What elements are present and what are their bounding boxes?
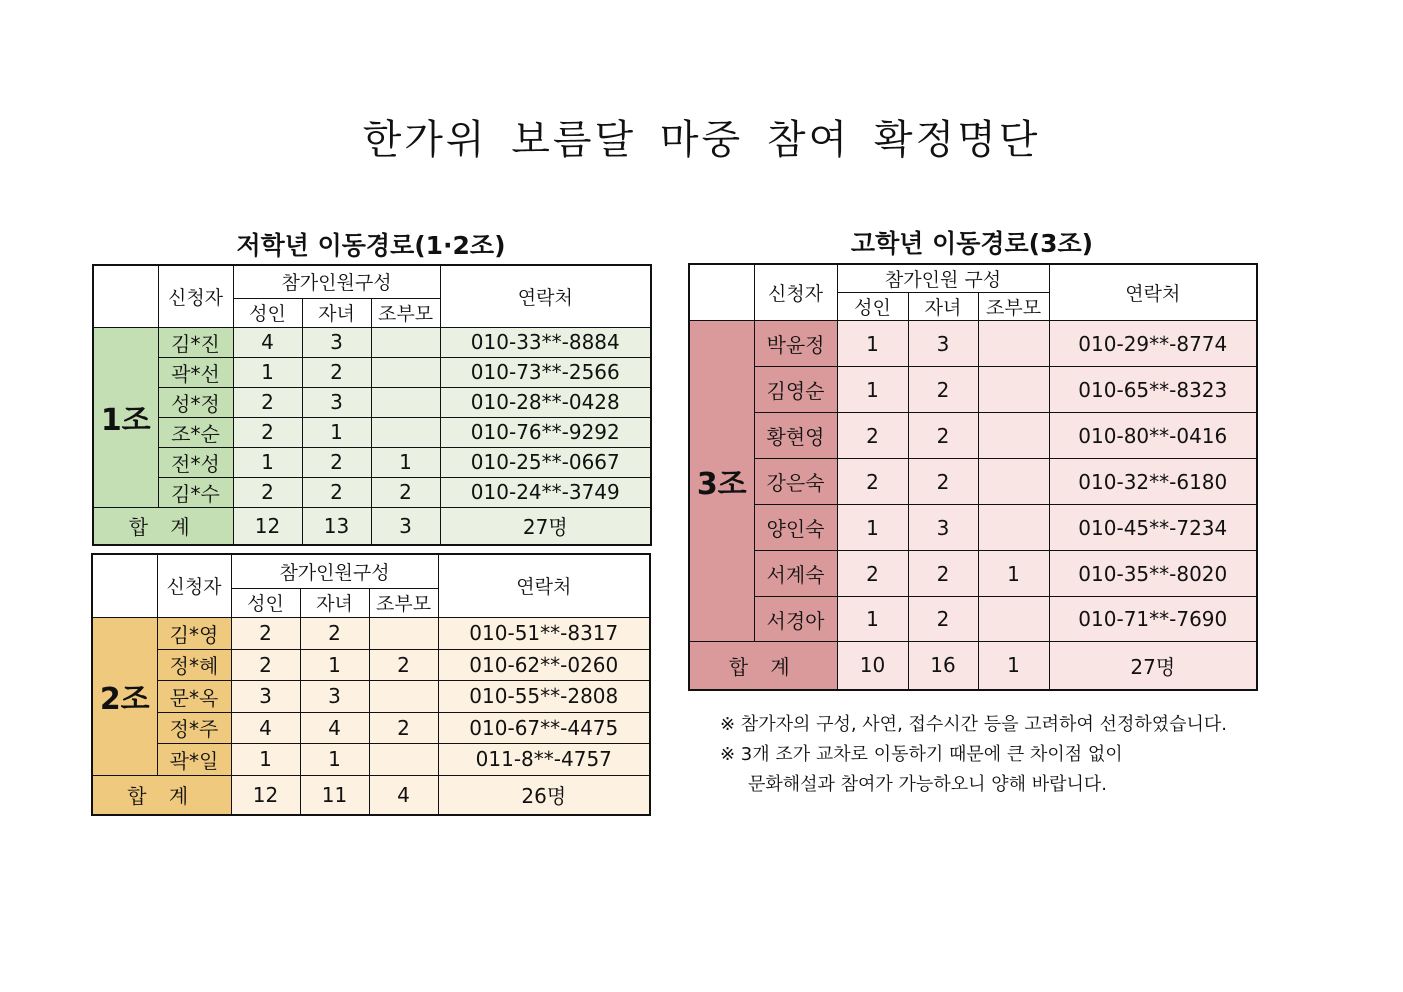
applicant-name: 정*주 [157,712,231,743]
applicant-name: 황현영 [754,413,837,459]
grandparent-count [978,459,1049,505]
notes [720,710,1227,800]
header-child: 자녀 [908,293,978,321]
group-label: 2조 [92,617,157,775]
adult-count: 1 [837,321,908,367]
total-label: 합 계 [92,775,231,815]
contact-number: 010-71**-7690 [1049,597,1257,642]
total-people: 27명 [440,507,651,545]
adult-count: 2 [231,649,300,680]
adult-count: 2 [837,459,908,505]
header-child: 자녀 [300,588,369,617]
child-count: 2 [908,413,978,459]
total-grandparent: 3 [371,507,440,545]
child-count: 2 [908,551,978,597]
grandparent-count: 2 [371,477,440,507]
adult-count: 1 [837,597,908,642]
applicant-name: 김영순 [754,367,837,413]
header-applicant: 신청자 [158,265,233,327]
contact-number: 010-67**-4475 [438,712,650,743]
total-child: 11 [300,775,369,815]
contact-number: 010-29**-8774 [1049,321,1257,367]
note-line: ※ 참가자의 구성, 사연, 접수시간 등을 고려하여 선정하였습니다. [720,714,1227,735]
child-count: 3 [302,387,371,417]
child-count: 1 [300,649,369,680]
adult-count: 2 [233,417,302,447]
adult-count: 1 [837,367,908,413]
adult-count: 4 [231,712,300,743]
total-adult: 12 [231,775,300,815]
child-count: 3 [302,327,371,357]
contact-number: 010-32**-6180 [1049,459,1257,505]
header-composition: 참가인원구성 [233,265,440,298]
grandparent-count [371,327,440,357]
total-people: 27명 [1049,642,1257,690]
grandparent-count [978,367,1049,413]
child-count: 2 [908,459,978,505]
grandparent-count [371,387,440,417]
contact-number: 010-51**-8317 [438,617,650,649]
grandparent-count [369,743,438,775]
applicant-name: 문*옥 [157,680,231,712]
header-contact: 연락처 [1049,264,1257,321]
contact-number: 010-45**-7234 [1049,505,1257,551]
header-adult: 성인 [231,588,300,617]
note-line: ※ 3개 조가 교차로 이동하기 때문에 큰 차이점 없이 [720,744,1123,765]
adult-count: 1 [233,447,302,477]
contact-number: 010-33**-8884 [440,327,651,357]
applicant-name: 서계숙 [754,551,837,597]
total-label: 합 계 [689,642,837,690]
adult-count: 2 [233,477,302,507]
grandparent-count [978,597,1049,642]
grandparent-count: 1 [371,447,440,477]
applicant-name: 김*수 [158,477,233,507]
contact-number: 010-55**-2808 [438,680,650,712]
grandparent-count: 2 [369,712,438,743]
applicant-name: 곽*일 [157,743,231,775]
contact-number: 010-62**-0260 [438,649,650,680]
child-count: 3 [908,321,978,367]
contact-number: 010-73**-2566 [440,357,651,387]
child-count: 1 [300,743,369,775]
child-count: 1 [302,417,371,447]
header-grandparent: 조부모 [371,298,440,327]
child-count: 2 [300,617,369,649]
child-count: 3 [908,505,978,551]
group1-table [92,264,652,546]
header-grandparent: 조부모 [978,293,1049,321]
total-grandparent: 4 [369,775,438,815]
page-title: 한가위 보름달 마중 참여 확정명단 [362,117,1041,163]
grandparent-count [371,357,440,387]
contact-number: 010-24**-3749 [440,477,651,507]
applicant-name: 박윤정 [754,321,837,367]
contact-number: 010-25**-0667 [440,447,651,477]
contact-number: 010-76**-9292 [440,417,651,447]
group3-table [688,263,1258,691]
applicant-name: 서경아 [754,597,837,642]
grandparent-count [369,680,438,712]
applicant-name: 김*영 [157,617,231,649]
note-line: 문화해설과 참여가 가능하오니 양해 바랍니다. [748,774,1107,795]
child-count: 2 [302,357,371,387]
header-composition: 참가인원 구성 [837,264,1049,293]
total-label: 합 계 [93,507,233,545]
header-applicant: 신청자 [157,554,231,617]
grandparent-count [371,417,440,447]
child-count: 3 [300,680,369,712]
grandparent-count: 2 [369,649,438,680]
contact-number: 010-28**-0428 [440,387,651,417]
total-child: 16 [908,642,978,690]
total-adult: 10 [837,642,908,690]
adult-count: 2 [837,551,908,597]
contact-number: 010-65**-8323 [1049,367,1257,413]
adult-count: 2 [233,387,302,417]
right-section-title: 고학년 이동경로(3조) [850,229,1094,258]
header-adult: 성인 [837,293,908,321]
contact-number: 010-35**-8020 [1049,551,1257,597]
applicant-name: 강은숙 [754,459,837,505]
grandparent-count [978,505,1049,551]
header-blank [93,265,158,327]
header-composition: 참가인원구성 [231,554,438,588]
child-count: 2 [302,477,371,507]
applicant-name: 김*진 [158,327,233,357]
child-count: 2 [302,447,371,477]
grandparent-count: 1 [978,551,1049,597]
header-child: 자녀 [302,298,371,327]
header-applicant: 신청자 [754,264,837,321]
adult-count: 1 [837,505,908,551]
header-grandparent: 조부모 [369,588,438,617]
header-contact: 연락처 [438,554,650,617]
applicant-name: 양인숙 [754,505,837,551]
applicant-name: 정*혜 [157,649,231,680]
total-people: 26명 [438,775,650,815]
total-child: 13 [302,507,371,545]
group-label: 3조 [689,321,754,642]
applicant-name: 전*성 [158,447,233,477]
adult-count: 1 [233,357,302,387]
adult-count: 3 [231,680,300,712]
contact-number: 011-8**-4757 [438,743,650,775]
child-count: 2 [908,597,978,642]
header-contact: 연락처 [440,265,651,327]
applicant-name: 성*정 [158,387,233,417]
grandparent-count [978,321,1049,367]
adult-count: 2 [837,413,908,459]
child-count: 2 [908,367,978,413]
applicant-name: 곽*선 [158,357,233,387]
total-adult: 12 [233,507,302,545]
grandparent-count [978,413,1049,459]
adult-count: 1 [231,743,300,775]
group2-table [91,553,651,816]
header-blank [92,554,157,617]
child-count: 4 [300,712,369,743]
header-adult: 성인 [233,298,302,327]
left-section-title: 저학년 이동경로(1·2조) [236,231,506,260]
total-grandparent: 1 [978,642,1049,690]
contact-number: 010-80**-0416 [1049,413,1257,459]
applicant-name: 조*순 [158,417,233,447]
grandparent-count [369,617,438,649]
adult-count: 4 [233,327,302,357]
header-blank [689,264,754,321]
group-label: 1조 [93,327,158,507]
adult-count: 2 [231,617,300,649]
